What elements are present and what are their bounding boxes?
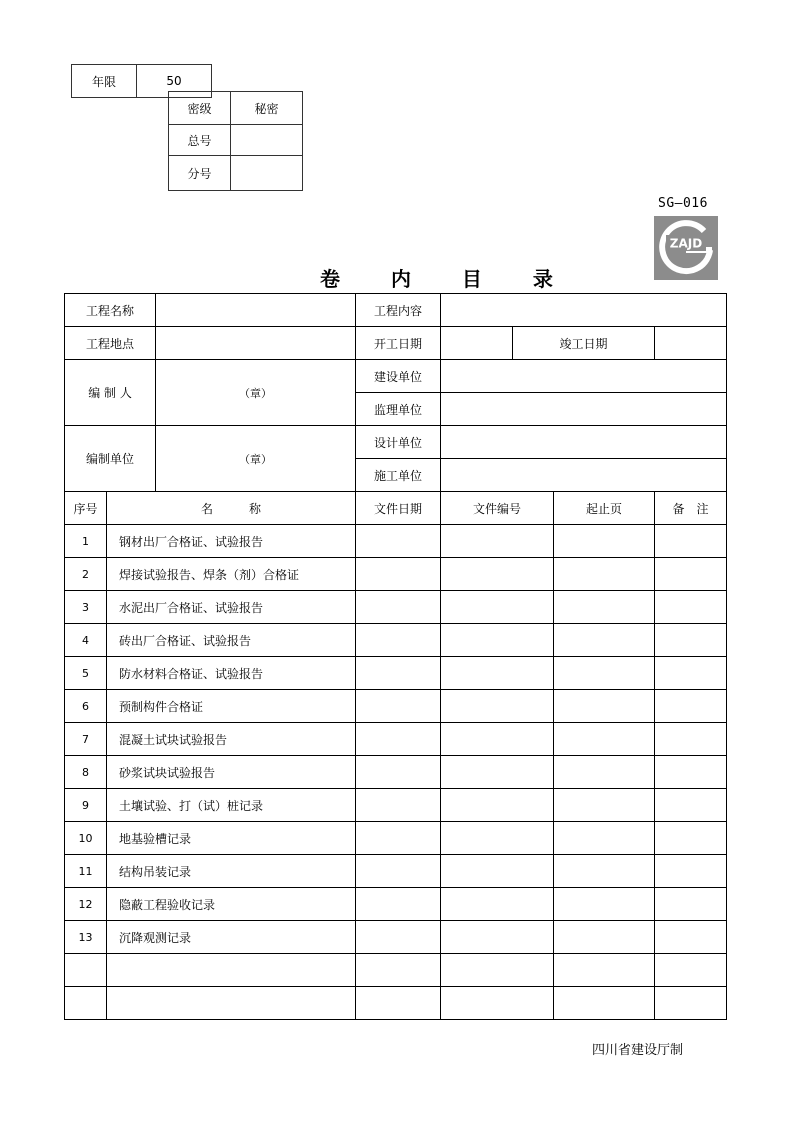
row-seq: 1	[65, 525, 107, 558]
table-row	[65, 690, 727, 723]
archive-number-table	[168, 91, 303, 191]
project-location-value[interactable]	[156, 327, 356, 360]
row-seq: 10	[65, 822, 107, 855]
row-seq: 12	[65, 888, 107, 921]
total-number-label: 总号	[169, 125, 231, 156]
catalog-table	[64, 293, 727, 1020]
supervision-unit-label: 监理单位	[356, 393, 441, 426]
row-seq: 2	[65, 558, 107, 591]
row-pages[interactable]	[554, 558, 655, 591]
row-remarks[interactable]	[655, 624, 727, 657]
column-header-file-date: 文件日期	[356, 492, 441, 525]
column-header-seq: 序号	[65, 492, 107, 525]
row-file-number[interactable]	[441, 624, 554, 657]
supervision-unit-value[interactable]	[441, 393, 727, 426]
row-document-name: 沉降观测记录	[107, 921, 356, 954]
contractor-unit-label: 施工单位	[356, 459, 441, 492]
catalog-rows	[65, 525, 727, 1020]
row-pages[interactable]	[554, 789, 655, 822]
retention-value: 50	[137, 65, 212, 98]
start-date-value[interactable]	[441, 327, 513, 360]
row-file-number[interactable]	[441, 525, 554, 558]
row-file-number[interactable]	[441, 558, 554, 591]
row-pages[interactable]	[554, 921, 655, 954]
sub-number-label: 分号	[169, 156, 231, 191]
compiler-label: 编 制 人	[65, 360, 156, 426]
table-row	[65, 525, 727, 558]
table-row	[65, 921, 727, 954]
row-document-name: 焊接试验报告、焊条（剂）合格证	[107, 558, 356, 591]
row-file-number[interactable]	[441, 657, 554, 690]
design-unit-value[interactable]	[441, 426, 727, 459]
row-seq	[65, 954, 107, 987]
row-document-name: 钢材出厂合格证、试验报告	[107, 525, 356, 558]
row-pages[interactable]	[554, 888, 655, 921]
row-file-number[interactable]	[441, 690, 554, 723]
row-document-name: 预制构件合格证	[107, 690, 356, 723]
row-file-number[interactable]	[441, 591, 554, 624]
table-row	[65, 756, 727, 789]
table-row	[65, 855, 727, 888]
logo-text: ZAJD	[669, 236, 703, 251]
construction-unit-label: 建设单位	[356, 360, 441, 393]
row-file-date[interactable]	[356, 756, 441, 789]
row-document-name	[107, 954, 356, 987]
design-unit-label: 设计单位	[356, 426, 441, 459]
table-row	[65, 657, 727, 690]
row-pages[interactable]	[554, 756, 655, 789]
page-title: 卷 内 目 录	[320, 267, 575, 291]
row-file-number[interactable]	[441, 855, 554, 888]
compiler-seal[interactable]: （章）	[156, 360, 356, 426]
project-name-value[interactable]	[156, 294, 356, 327]
row-file-number[interactable]	[441, 921, 554, 954]
row-file-number[interactable]	[441, 822, 554, 855]
zajd-logo	[654, 216, 718, 280]
row-remarks[interactable]	[655, 525, 727, 558]
row-seq: 7	[65, 723, 107, 756]
row-seq: 5	[65, 657, 107, 690]
row-document-name: 砖出厂合格证、试验报告	[107, 624, 356, 657]
row-seq: 8	[65, 756, 107, 789]
row-pages[interactable]	[554, 591, 655, 624]
row-file-date[interactable]	[356, 888, 441, 921]
row-seq: 4	[65, 624, 107, 657]
secrecy-value: 秘密	[231, 92, 303, 125]
row-file-number[interactable]	[441, 789, 554, 822]
form-code: SG—016	[658, 196, 708, 211]
secrecy-label: 密级	[169, 92, 231, 125]
row-remarks[interactable]	[655, 690, 727, 723]
row-document-name	[107, 987, 356, 1020]
column-header-name: 名 称	[107, 492, 356, 525]
row-document-name: 混凝土试块试验报告	[107, 723, 356, 756]
row-seq	[65, 987, 107, 1020]
row-remarks[interactable]	[655, 756, 727, 789]
row-file-date[interactable]	[356, 987, 441, 1020]
row-file-number[interactable]	[441, 756, 554, 789]
row-pages[interactable]	[554, 525, 655, 558]
row-file-date[interactable]	[356, 723, 441, 756]
issuer-footer: 四川省建设厅制	[592, 1043, 684, 1058]
row-document-name: 结构吊装记录	[107, 855, 356, 888]
row-remarks[interactable]	[655, 954, 727, 987]
row-document-name: 砂浆试块试验报告	[107, 756, 356, 789]
row-pages[interactable]	[554, 624, 655, 657]
sub-number-value	[231, 156, 303, 191]
row-pages[interactable]	[554, 723, 655, 756]
row-document-name: 隐蔽工程验收记录	[107, 888, 356, 921]
row-document-name: 水泥出厂合格证、试验报告	[107, 591, 356, 624]
column-header-remarks: 备 注	[655, 492, 727, 525]
column-header-file-number: 文件编号	[441, 492, 554, 525]
row-remarks[interactable]	[655, 888, 727, 921]
contractor-unit-value[interactable]	[441, 459, 727, 492]
start-date-label: 开工日期	[356, 327, 441, 360]
compiling-unit-label: 编制单位	[65, 426, 156, 492]
row-file-number[interactable]	[441, 954, 554, 987]
row-seq: 9	[65, 789, 107, 822]
column-header-pages: 起止页	[554, 492, 655, 525]
table-row	[65, 789, 727, 822]
table-row	[65, 888, 727, 921]
project-name-label: 工程名称	[65, 294, 156, 327]
total-number-value	[231, 125, 303, 156]
row-pages[interactable]	[554, 954, 655, 987]
row-file-date[interactable]	[356, 690, 441, 723]
row-file-date[interactable]	[356, 954, 441, 987]
row-file-number[interactable]	[441, 723, 554, 756]
row-document-name: 土壤试验、打（试）桩记录	[107, 789, 356, 822]
compiling-unit-seal[interactable]: （章）	[156, 426, 356, 492]
row-seq: 11	[65, 855, 107, 888]
zajd-logo-icon	[654, 216, 718, 280]
row-pages[interactable]	[554, 987, 655, 1020]
project-content-value[interactable]	[441, 294, 727, 327]
row-remarks[interactable]	[655, 657, 727, 690]
row-remarks[interactable]	[655, 591, 727, 624]
row-file-number[interactable]	[441, 888, 554, 921]
row-document-name: 地基验槽记录	[107, 822, 356, 855]
row-remarks[interactable]	[655, 987, 727, 1020]
row-pages[interactable]	[554, 822, 655, 855]
completion-date-value[interactable]	[655, 327, 727, 360]
row-seq: 6	[65, 690, 107, 723]
table-row	[65, 723, 727, 756]
row-pages[interactable]	[554, 690, 655, 723]
table-row	[65, 954, 727, 987]
row-remarks[interactable]	[655, 558, 727, 591]
row-file-date[interactable]	[356, 624, 441, 657]
row-file-date[interactable]	[356, 657, 441, 690]
row-remarks[interactable]	[655, 822, 727, 855]
row-document-name: 防水材料合格证、试验报告	[107, 657, 356, 690]
row-seq: 3	[65, 591, 107, 624]
retention-label: 年限	[72, 65, 137, 98]
table-row	[65, 591, 727, 624]
table-row	[65, 624, 727, 657]
row-remarks[interactable]	[655, 855, 727, 888]
row-remarks[interactable]	[655, 723, 727, 756]
table-row	[65, 822, 727, 855]
row-file-date[interactable]	[356, 591, 441, 624]
table-row	[65, 987, 727, 1020]
table-row	[65, 558, 727, 591]
row-pages[interactable]	[554, 657, 655, 690]
construction-unit-value[interactable]	[441, 360, 727, 393]
row-remarks[interactable]	[655, 789, 727, 822]
project-location-label: 工程地点	[65, 327, 156, 360]
project-content-label: 工程内容	[356, 294, 441, 327]
row-file-date[interactable]	[356, 822, 441, 855]
row-file-date[interactable]	[356, 921, 441, 954]
completion-date-label: 竣工日期	[513, 327, 655, 360]
row-remarks[interactable]	[655, 921, 727, 954]
row-file-date[interactable]	[356, 525, 441, 558]
row-seq: 13	[65, 921, 107, 954]
row-pages[interactable]	[554, 855, 655, 888]
row-file-number[interactable]	[441, 987, 554, 1020]
row-file-date[interactable]	[356, 855, 441, 888]
row-file-date[interactable]	[356, 558, 441, 591]
row-file-date[interactable]	[356, 789, 441, 822]
